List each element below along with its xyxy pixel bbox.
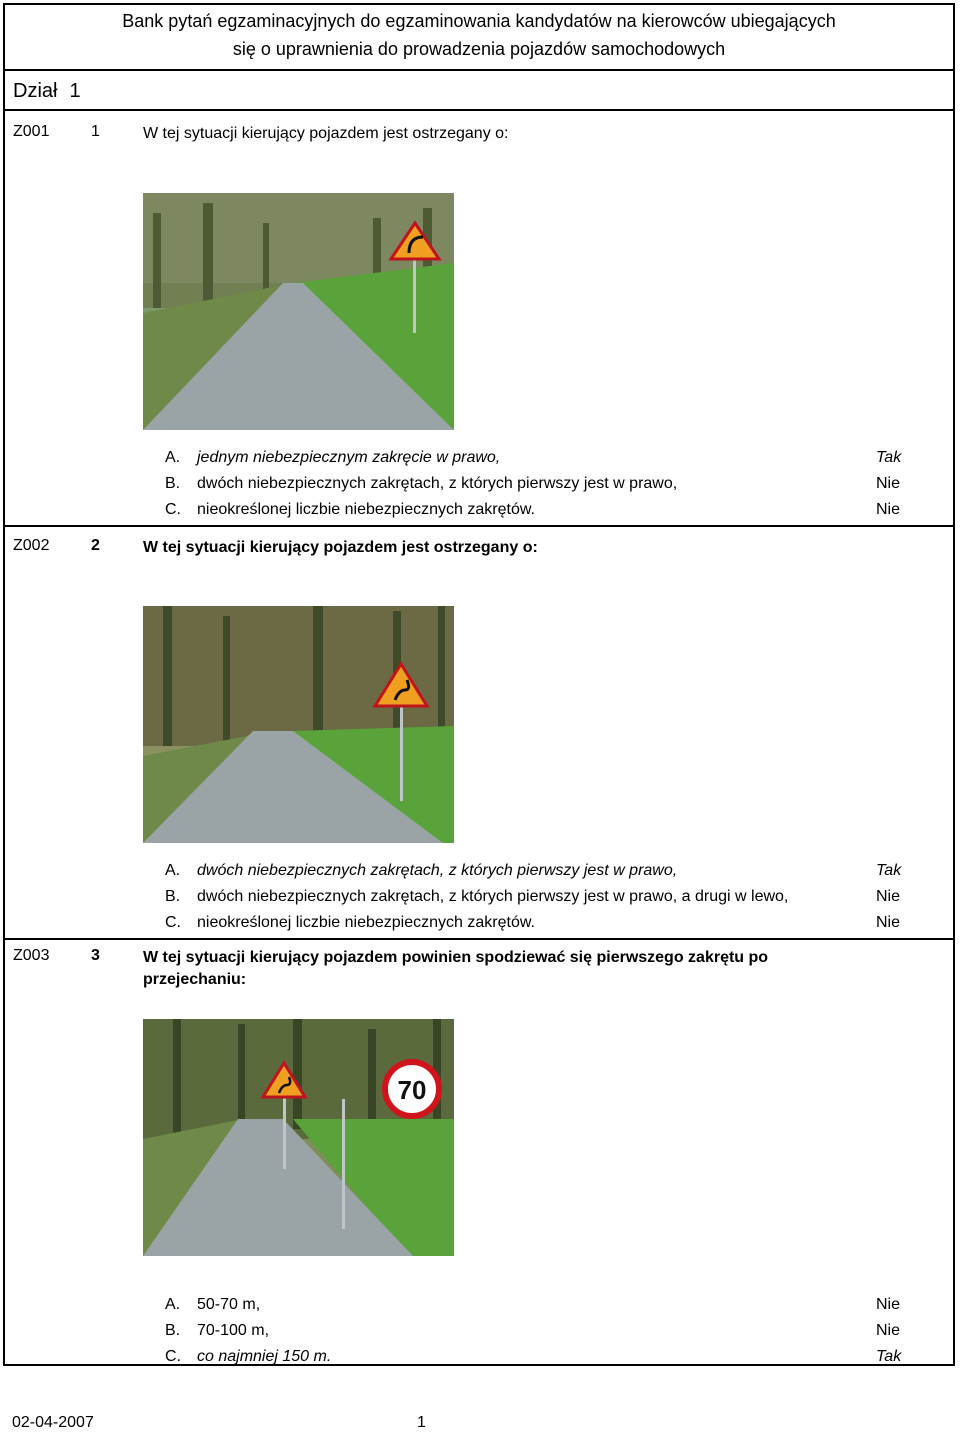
answer-letter: C. (165, 501, 181, 518)
section-divider (5, 109, 953, 111)
question-text: W tej sytuacji kierujący pojazdem jest ostrzegany o: (143, 125, 509, 142)
section-title (13, 77, 81, 105)
question-number: 1 (91, 123, 100, 140)
answer-verdict: Nie (876, 888, 901, 905)
answer-letter: B. (165, 1322, 181, 1339)
answer-text: dwóch niebezpiecznych zakrętach, z których pierwszy jest w prawo, (197, 475, 678, 492)
answer-row (165, 471, 915, 497)
answer-row (165, 1318, 915, 1344)
answer-verdict: Nie (876, 475, 901, 492)
question-text-line-2: przejechaniu: (143, 971, 247, 988)
document-header (5, 5, 953, 71)
answer-row (165, 858, 915, 884)
question-text: W tej sytuacji kierujący pojazdem jest ostrzegany o: (143, 539, 538, 556)
question-photo-double-curve (143, 606, 454, 843)
answer-verdict: Nie (876, 1296, 901, 1313)
question-photo-curve-right (143, 193, 454, 430)
answer-row (165, 445, 915, 471)
answer-verdict: Nie (876, 501, 901, 518)
question-text-line-1: W tej sytuacji kierujący pojazdem powinien spodziewać się pierwszego zakrętu po (143, 949, 769, 966)
question-number: 2 (91, 537, 100, 554)
question-id: Z003 (13, 947, 50, 964)
answer-letter: A. (165, 449, 181, 466)
section-label: Dział (13, 80, 58, 102)
answer-row (165, 884, 915, 910)
answer-letter: C. (165, 1348, 181, 1365)
footer-date: 02-04-2007 (12, 1414, 94, 1431)
road-photo-2 (143, 606, 454, 843)
document-frame (3, 3, 955, 1366)
answer-text: 50-70 m, (197, 1296, 261, 1313)
answer-verdict: Nie (876, 914, 901, 931)
question-divider (5, 525, 953, 527)
footer-page-number: 1 (417, 1414, 426, 1431)
answer-letter: A. (165, 1296, 181, 1313)
answer-letter: C. (165, 914, 181, 931)
question-text (143, 947, 863, 991)
question-photo-speed-limit (143, 1019, 454, 1256)
header-line-1: Bank pytań egzaminacyjnych do egzaminowania kandydatów na kierowców ubiegających (122, 11, 836, 31)
answer-letter: B. (165, 475, 181, 492)
question-id: Z002 (13, 537, 50, 554)
answer-verdict: Tak (876, 449, 902, 466)
road-photo-3 (143, 1019, 454, 1256)
answer-text: 70-100 m, (197, 1322, 270, 1339)
answer-verdict: Tak (876, 1348, 902, 1365)
question-divider (5, 938, 953, 940)
answer-row (165, 910, 915, 936)
answer-text: dwóch niebezpiecznych zakrętach, z których pierwszy jest w prawo, a drugi w lewo, (197, 888, 789, 905)
answer-verdict: Tak (876, 862, 902, 879)
answer-text: nieokreślonej liczbie niebezpiecznych zakrętów. (197, 501, 535, 518)
answer-row (165, 1344, 915, 1370)
answer-row (165, 497, 915, 523)
answer-letter: A. (165, 862, 181, 879)
answer-text: nieokreślonej liczbie niebezpiecznych zakrętów. (197, 914, 535, 931)
speed-limit-value: 70 (397, 1075, 427, 1105)
question-number: 3 (91, 947, 100, 964)
question-id: Z001 (13, 123, 50, 140)
answer-text: dwóch niebezpiecznych zakrętach, z których pierwszy jest w prawo, (197, 862, 678, 879)
road-photo-1 (143, 193, 454, 430)
answer-row (165, 1292, 915, 1318)
answer-text: co najmniej 150 m. (197, 1348, 332, 1365)
answer-letter: B. (165, 888, 181, 905)
section-number: 1 (69, 80, 81, 102)
answer-text: jednym niebezpiecznym zakręcie w prawo, (197, 449, 501, 466)
answer-verdict: Nie (876, 1322, 901, 1339)
header-line-2: się o uprawnienia do prowadzenia pojazdów samochodowych (232, 39, 726, 59)
